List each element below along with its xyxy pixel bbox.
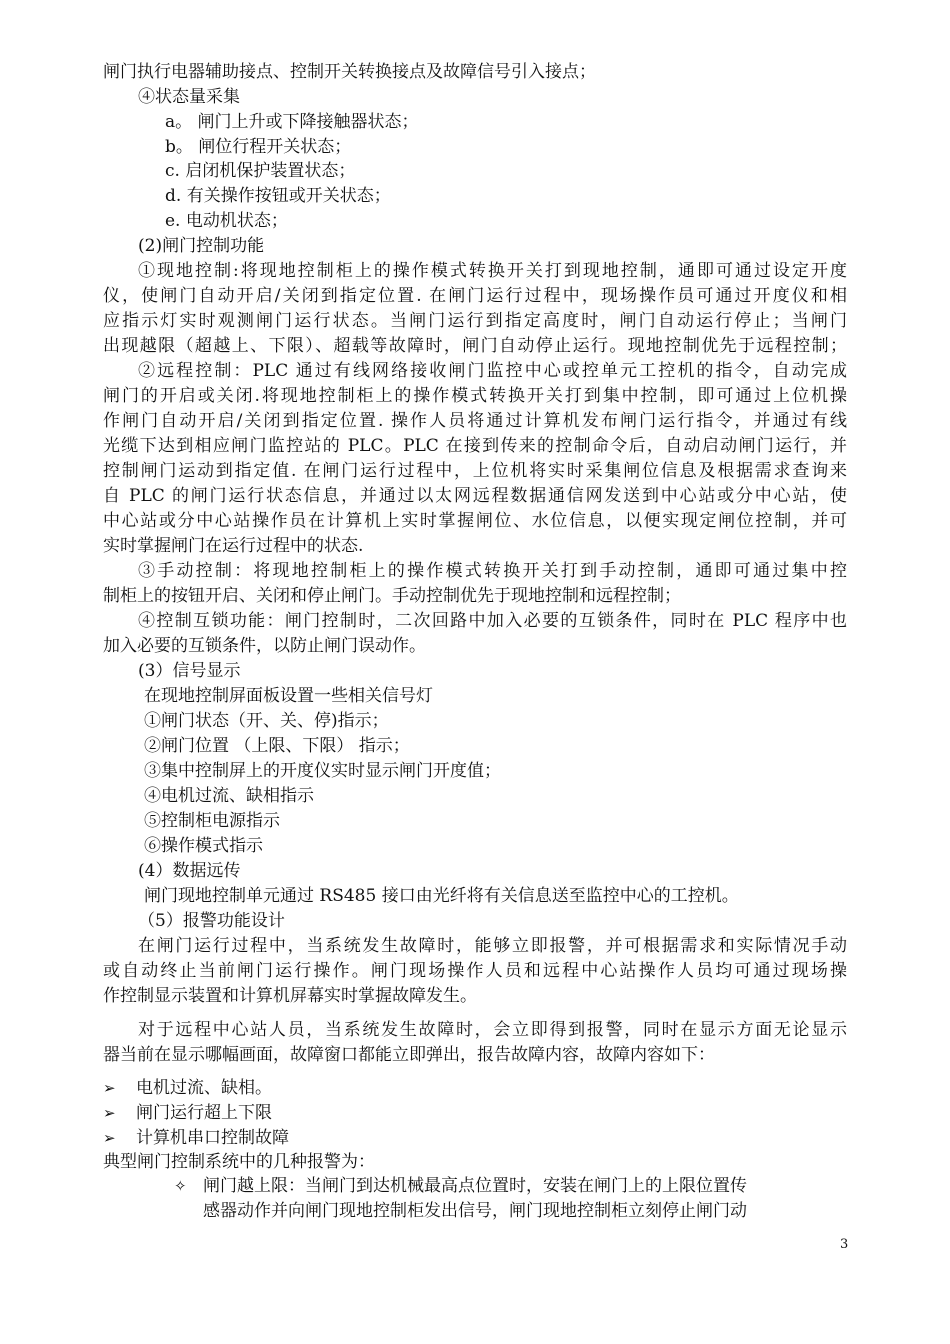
paragraph-line: 中心站或分中心站操作员在计算机上实时掌握闸位、水位信息，以便实现定闸位控制，并可 xyxy=(103,511,847,531)
page-number: 3 xyxy=(840,1237,849,1252)
bullet-item: 闸门越上限：当闸门到达机械最高点位置时，安装在闸门上的上限位置传 xyxy=(203,1176,747,1196)
bullet-item: 计算机串口控制故障 xyxy=(136,1128,289,1148)
text-line: 闸门现地控制单元通过 RS485 接口由光纤将有关信息送至监控中心的工控机。 xyxy=(144,886,739,906)
section-heading: (3）信号显示 xyxy=(138,661,241,681)
paragraph-line: 作闸门自动开启/关闭到指定位置. 操作人员将通过计算机发布闸门运行指令，并通过有线 xyxy=(103,411,847,431)
section-heading: (2)闸门控制功能 xyxy=(138,236,265,256)
paragraph-line: 制柜上的按钮开启、关闭和停止闸门。手动控制优先于现地控制和远程控制； xyxy=(103,586,681,606)
paragraph-line: 作控制显示装置和计算机屏幕实时掌握故障发生。 xyxy=(103,986,477,1006)
list-item: a。 闸门上升或下降接触器状态； xyxy=(165,112,419,132)
bullet-item: 电机过流、缺相。 xyxy=(136,1078,272,1098)
arrow-bullet-icon: ➢ xyxy=(103,1104,116,1122)
arrow-bullet-icon: ➢ xyxy=(103,1079,116,1097)
paragraph-line: 仪，使闸门自动开启/关闭到指定位置. 在闸门运行过程中，现场操作员可通过开度仪和相 xyxy=(103,286,847,306)
list-item: ①闸门状态（开、关、停)指示； xyxy=(144,711,389,731)
paragraph-line: 或自动终止当前闸门运行操作。闸门现场操作人员和远程中心站操作人员均可通过现场操 xyxy=(103,961,847,981)
list-item: d. 有关操作按钮或开关状态； xyxy=(165,186,391,206)
bullet-item: 闸门运行超上下限 xyxy=(136,1103,272,1123)
bullet-item-continuation: 感器动作并向闸门现地控制柜发出信号，闸门现地控制柜立刻停止闸门动 xyxy=(203,1201,747,1221)
text-line: 在现地控制屏面板设置一些相关信号灯 xyxy=(144,686,433,706)
paragraph-line: 出现越限（超越上、下限）、超载等故障时，闸门自动停止运行。现地控制优先于远程控制； xyxy=(103,336,847,356)
list-item: b。 闸位行程开关状态； xyxy=(165,137,352,157)
section-heading: (4）数据远传 xyxy=(138,861,241,881)
list-item: ②闸门位置 （上限、下限） 指示； xyxy=(144,736,410,756)
paragraph-line: 闸门的开启或关闭.将现地控制柜上的操作模式转换开关打到集中控制，即可通过上位机操 xyxy=(103,386,847,406)
paragraph-line: 自 PLC 的闸门运行状态信息，并通过以太网远程数据通信网发送到中心站或分中心站，使 xyxy=(103,486,847,506)
list-item: ③集中控制屏上的开度仪实时显示闸门开度值； xyxy=(144,761,501,781)
paragraph-line: 器当前在显示哪幅画面，故障窗口都能立即弹出，报告故障内容，故障内容如下： xyxy=(103,1045,715,1065)
paragraph-line: 加入必要的互锁条件，以防止闸门误动作。 xyxy=(103,636,426,656)
paragraph-line: ①现地控制:将现地控制柜上的操作模式转换开关打到现地控制，通即可通过设定开度 xyxy=(138,261,847,281)
arrow-bullet-icon: ➢ xyxy=(103,1129,116,1147)
paragraph-line: ④控制互锁功能：闸门控制时，二次回路中加入必要的互锁条件，同时在 PLC 程序中也 xyxy=(138,611,847,631)
list-item: ④电机过流、缺相指示 xyxy=(144,786,314,806)
paragraph-line: ③手动控制：将现地控制柜上的操作模式转换开关打到手动控制，通即可通过集中控 xyxy=(138,561,847,581)
text-line: 典型闸门控制系统中的几种报警为： xyxy=(103,1152,375,1172)
paragraph-line: 应指示灯实时观测闸门运行状态。当闸门运行到指定高度时，闸门自动运行停止；当闸门 xyxy=(103,311,847,331)
diamond-bullet-icon: ✧ xyxy=(174,1177,187,1195)
section-heading: （5）报警功能设计 xyxy=(138,911,285,931)
text-line: 闸门执行电器辅助接点、控制开关转换接点及故障信号引入接点； xyxy=(103,62,596,82)
paragraph-line: 光缆下达到相应闸门监控站的 PLC。PLC 在接到传来的控制命令后，自动启动闸门运行，并 xyxy=(103,436,847,456)
section-heading: ④状态量采集 xyxy=(138,87,240,107)
list-item: ⑥操作模式指示 xyxy=(144,836,263,856)
paragraph-line: ②远程控制：PLC 通过有线网络接收闸门监控中心或控单元工控机的指令，自动完成 xyxy=(138,361,847,381)
paragraph-line: 对于远程中心站人员，当系统发生故障时，会立即得到报警，同时在显示方面无论显示 xyxy=(138,1020,847,1040)
list-item: ⑤控制柜电源指示 xyxy=(144,811,280,831)
paragraph-line: 在闸门运行过程中，当系统发生故障时，能够立即报警，并可根据需求和实际情况手动 xyxy=(138,936,847,956)
paragraph-line: 实时掌握闸门在运行过程中的状态. xyxy=(103,536,364,556)
list-item: e. 电动机状态； xyxy=(165,211,288,231)
list-item: c. 启闭机保护装置状态； xyxy=(165,161,356,181)
paragraph-line: 控制闸门运动到指定值. 在闸门运行过程中，上位机将实时采集闸位信息及根据需求查询来 xyxy=(103,461,847,481)
